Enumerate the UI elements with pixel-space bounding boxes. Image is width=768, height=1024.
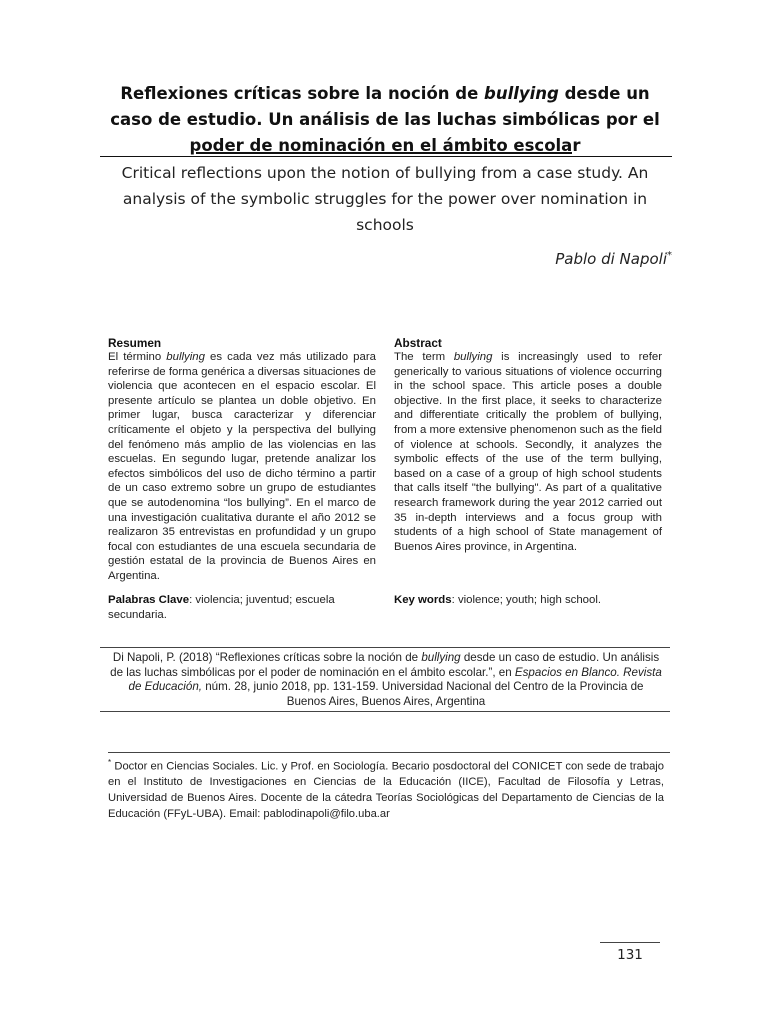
title-text-end: desde un caso de estudio. Un análisis de las luchas simbólicas por el poder de nominación en el ámbito escolar [110, 84, 660, 156]
citation-text-3: núm. 28, junio 2018, pp. 131-159. Universidad Nacional del Centro de la Provincia de Buenos Aires, Buenos Aires, Argentina [202, 680, 644, 708]
citation-journal: Espacios en Blanco. Revista de Educación, [128, 665, 662, 694]
citation-text-2: desde un caso de estudio. Un análisis de las luchas simbólicas por el poder de nominación en el ámbito escolar.”, en [110, 651, 660, 679]
keywords-english-value: : violence; youth; high school. [451, 594, 602, 606]
keywords-spanish-value: : violencia; juventud; escuela secundaria. [108, 594, 335, 621]
page-number-rule [600, 942, 660, 943]
author-footnote [108, 755, 664, 822]
header-divider [100, 156, 672, 157]
citation-bottom-rule [100, 711, 670, 712]
abstract-text-end: is increasingly used to refer generically to various situations of violence occurring in the school space. This article poses a double objective. In the first place, it seeks to characterize and differentiate critically the problem of bullying, from a more extensive phenomenon such as the field of violence at schools. Secondly, it analyzes the symbolic effects of the use of the term bullying, based on a case of a group of high school students that calls itself "the bullying". As part of a qualitative research framework during the year 2012 carried out 35 in-depth interviews and a focus group with students of a high school of State management of Buenos Aires province, in Argentina. [394, 351, 662, 553]
citation-text-1: Di Napoli, P. (2018) “Reflexiones críticas sobre la noción de [112, 651, 422, 664]
author-name [555, 250, 672, 268]
resumen-heading: Resumen [108, 336, 162, 350]
keywords-english [394, 593, 662, 608]
resumen-text-start: El término [108, 351, 167, 363]
abstract-heading: Abstract [394, 336, 442, 350]
title-text-start: Reflexiones críticas sobre la noción de [120, 84, 485, 104]
author-text: Pablo di Napoli [555, 250, 667, 268]
footnote-text: Doctor en Ciencias Sociales. Lic. y Prof. en Sociología. Becario posdoctoral del CONICET con sede de trabajo en el Instituto de Investigaciones en Ciencias de la Educación (IICE), Facultad de Filosofía y Letras, Universidad de Buenos Aires. Docente de la cátedra Teorías Sociológicas del Departamento de Ciencias de la Educación (FFyL-UBA). Email: pablodinapoli@filo.uba.ar [108, 760, 664, 820]
abstract-section [394, 336, 662, 554]
abstract-italic-term: bullying [453, 351, 493, 363]
english-title: Critical reflections upon the notion of bullying from a case study. An analysis of the symbolic struggles for the power over nomination in schools [121, 164, 649, 234]
page-number: 131 [617, 947, 643, 963]
title-underline [196, 152, 572, 154]
abstract-body [394, 350, 662, 554]
footnote-mark: * [108, 758, 112, 767]
citation-italic-1: bullying [421, 651, 461, 664]
keywords-english-label: Key words [394, 594, 452, 606]
citation-block [108, 651, 664, 709]
title-italic-term: bullying [484, 84, 559, 104]
paper-title [100, 81, 670, 159]
footnote-rule [108, 752, 670, 753]
resumen-text-end: es cada vez más utilizado para referirse de forma genérica a diversas situaciones de violencia que acontecen en el espacio escolar. El presente artículo se plantea un doble objetivo. En primer lugar, busca caracterizar y diferenciar críticamente el objeto y la perspectiva del bullying del fenómeno más amplio de las violencias en las escuelas. En segundo lugar, pretende analizar los efectos simbólicos del uso de dicho término a partir de un caso extremo sobre un grupo de estudiantes que se autodenomina “los bullying”. En el marco de una investigación cualitativa durante el año 2012 se realizaron 35 entrevistas en profundidad y un grupo focal con estudiantes de una escuela secundaria de gestión estatal de la provincia de Buenos Aires en Argentina. [108, 351, 376, 582]
resumen-body [108, 350, 376, 584]
keywords-spanish [108, 593, 376, 622]
resumen-section [108, 336, 376, 584]
keywords-spanish-label: Palabras Clave [108, 594, 190, 606]
abstract-text-start: The term [394, 351, 454, 363]
citation-top-rule [100, 647, 670, 648]
author-footnote-mark: * [667, 250, 672, 261]
resumen-italic-term: bullying [166, 351, 205, 363]
